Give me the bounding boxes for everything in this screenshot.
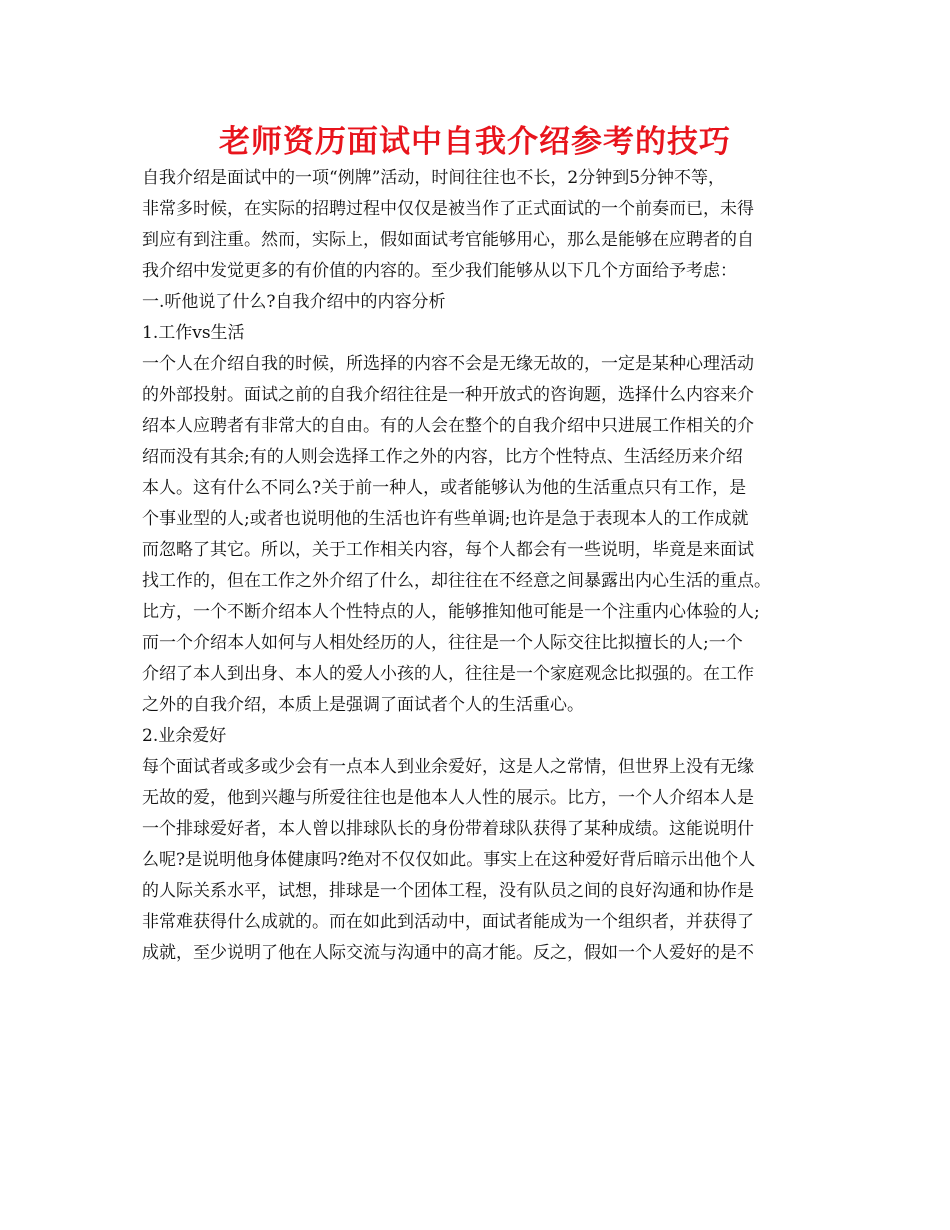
body-line: 一个排球爱好者，本人曾以排球队长的身份带着球队获得了某种成绩。这能说明什 [142,819,754,839]
body-line: 之外的自我介绍，本质上是强调了面试者个人的生活重心。 [142,695,584,715]
body-line: 一个人在介绍自我的时候，所选择的内容不会是无缘无故的，一定是某种心理活动 [142,354,754,374]
body-line: 非常多时候，在实际的招聘过程中仅仅是被当作了正式面试的一个前奏而已，未得 [142,199,754,219]
body-line: 绍本人应聘者有非常大的自由。有的人会在整个的自我介绍中只进展工作相关的介 [142,416,754,436]
body-line: 本人。这有什么不同么?关于前一种人，或者能够认为他的生活重点只有工作，是 [142,478,747,498]
body-line: 的外部投射。面试之前的自我介绍往往是一种开放式的咨询题，选择什么内容来介 [142,385,754,405]
body-line: 无故的爱，他到兴趣与所爱往往也是他本人人性的展示。比方，一个人介绍本人是 [142,788,754,808]
document-title: 老师资历面试中自我介绍参考的技巧 [219,124,731,160]
body-line: 每个面试者或多或少会有一点本人到业余爱好，这是人之常情，但世界上没有无缘 [142,757,754,777]
body-line: 而一个介绍本人如何与人相处经历的人，往往是一个人际交往比拟擅长的人;一个 [142,633,743,653]
section-heading: 一.听他说了什么?自我介绍中的内容分析 [142,292,446,312]
subsection-heading: 2.业余爱好 [142,726,227,746]
body-line: 成就，至少说明了他在人际交流与沟通中的高才能。反之，假如一个人爱好的是不 [142,943,754,963]
body-line: 的人际关系水平，试想，排球是一个团体工程，没有队员之间的良好沟通和协作是 [142,881,754,901]
subsection-heading: 1.工作vs生活 [142,323,245,343]
document-body [142,163,814,969]
body-line: 到应有到注重。然而，实际上，假如面试考官能够用心，那么是能够在应聘者的自 [142,230,754,250]
body-line: 非常难获得什么成就的。而在如此到活动中，面试者能成为一个组织者，并获得了 [142,912,754,932]
body-line: 绍而没有其余;有的人则会选择工作之外的内容，比方个性特点、生活经历来介绍 [142,447,743,467]
body-line: 介绍了本人到出身、本人的爱人小孩的人，往往是一个家庭观念比拟强的。在工作 [142,664,754,684]
body-line: 找工作的，但在工作之外介绍了什么，却往往在不经意之间暴露出内心生活的重点。 [142,571,771,591]
body-line: 我介绍中发觉更多的有价值的内容的。至少我们能够从以下几个方面给予考虑： [142,261,737,281]
body-line: 自我介绍是面试中的一项“例牌”活动，时间往往也不长，2分钟到5分钟不等， [142,168,726,188]
body-line: 个事业型的人;或者也说明他的生活也许有些单调;也许是急于表现本人的工作成就 [142,509,749,529]
body-line: 比方，一个不断介绍本人个性特点的人，能够推知他可能是一个注重内心体验的人; [142,602,760,622]
body-line: 而忽略了其它。所以，关于工作相关内容，每个人都会有一些说明，毕竟是来面试 [142,540,754,560]
body-line: 么呢?是说明他身体健康吗?绝对不仅仅如此。事实上在这种爱好背后暗示出他个人 [142,850,756,870]
